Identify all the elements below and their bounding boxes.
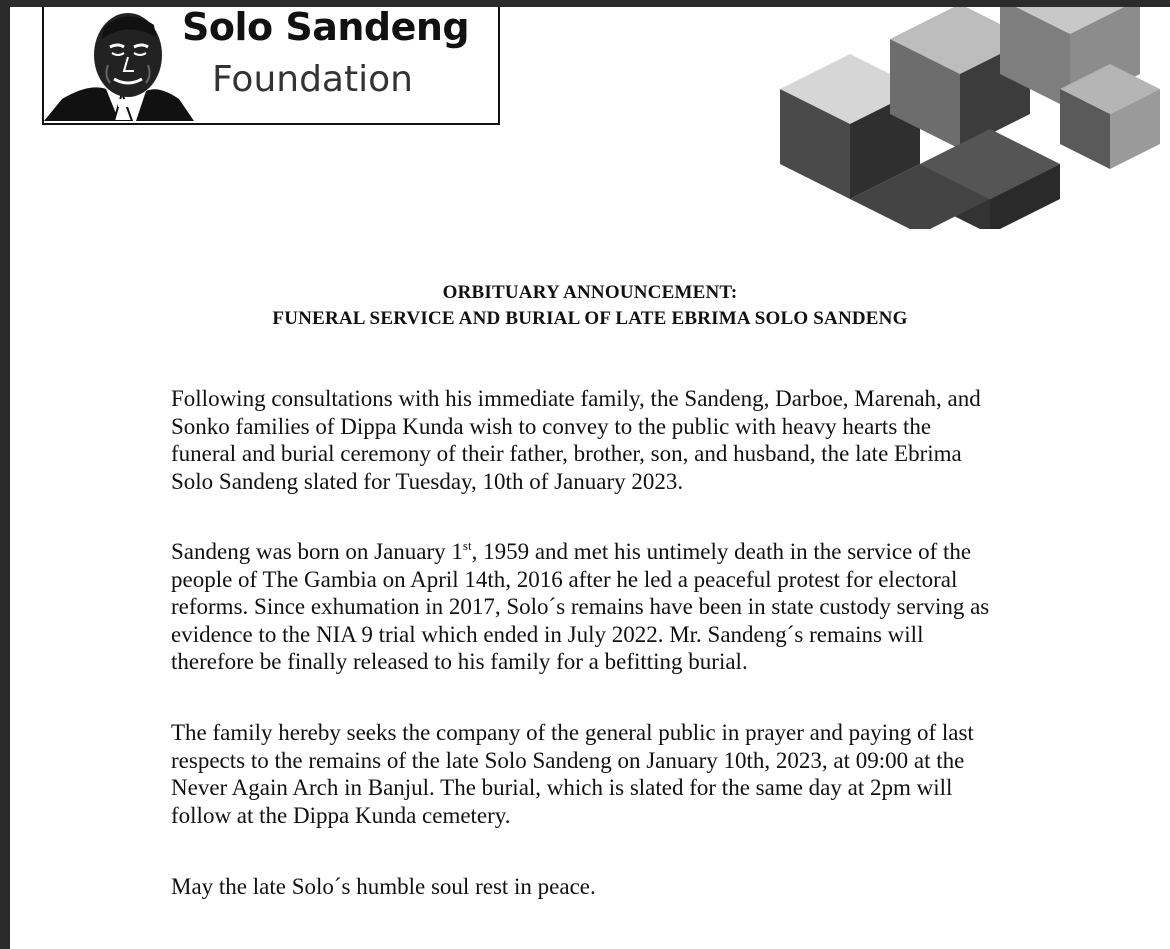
text-line: Sonko families of Dippa Kunda wish to convey to the public with heavy hearts the bbox=[171, 413, 932, 439]
portrait-icon bbox=[44, 7, 194, 121]
logo-title: Solo Sandeng bbox=[182, 7, 470, 49]
text-line: Never Again Arch in Banjul. The burial, which is slated for the same day at 2pm will bbox=[171, 775, 953, 800]
foundation-logo bbox=[42, 7, 500, 125]
paragraph-3 bbox=[171, 719, 1131, 829]
paragraph-2 bbox=[171, 538, 1131, 676]
text-line: Following consultations with his immediate family, the Sandeng, Darboe, Marenah, and bbox=[171, 386, 981, 411]
text-line: respects to the remains of the late Solo Sandeng on January 10th, 2023, at 09:00 at the bbox=[171, 747, 965, 773]
logo-subtitle: Foundation bbox=[212, 59, 413, 100]
text-line: evidence to the NIA 9 trial which ended in July 2022. Mr. Sandeng´s remains will bbox=[171, 621, 924, 647]
text-line: funeral and burial ceremony of their father, brother, son, and husband, the late Ebrima bbox=[171, 441, 962, 466]
heading-line-1: ORBITUARY ANNOUNCEMENT: bbox=[442, 282, 738, 303]
text-line: follow at the Dippa Kunda cemetery. bbox=[171, 802, 511, 828]
text-line: people of The Gambia on April 14th, 2016 after he led a peaceful protest for electoral bbox=[171, 566, 958, 592]
cubes-icon bbox=[760, 7, 1170, 229]
text-line: therefore be finally released to his family for a befitting burial. bbox=[171, 649, 748, 674]
heading-line-2: FUNERAL SERVICE AND BURIAL OF LATE EBRIMA SOLO SANDENG bbox=[272, 308, 908, 329]
ordinal-suffix: st bbox=[462, 538, 472, 553]
paragraph-1 bbox=[171, 385, 1131, 495]
text-fragment: , 1959 and met his untimely death in the service of the bbox=[471, 539, 972, 564]
document-page bbox=[10, 7, 1170, 949]
text-line: reforms. Since exhumation in 2017, Solo´s remains have been in state custody serving as bbox=[171, 594, 990, 619]
text-line bbox=[171, 538, 1131, 566]
text-fragment: Sandeng was born on January 1 bbox=[171, 539, 463, 564]
paragraph-4: May the late Solo´s humble soul rest in peace. bbox=[171, 874, 596, 899]
text-line: The family hereby seeks the company of the general public in prayer and paying of last bbox=[171, 720, 974, 745]
text-line: Solo Sandeng slated for Tuesday, 10th of January 2023. bbox=[171, 468, 684, 494]
